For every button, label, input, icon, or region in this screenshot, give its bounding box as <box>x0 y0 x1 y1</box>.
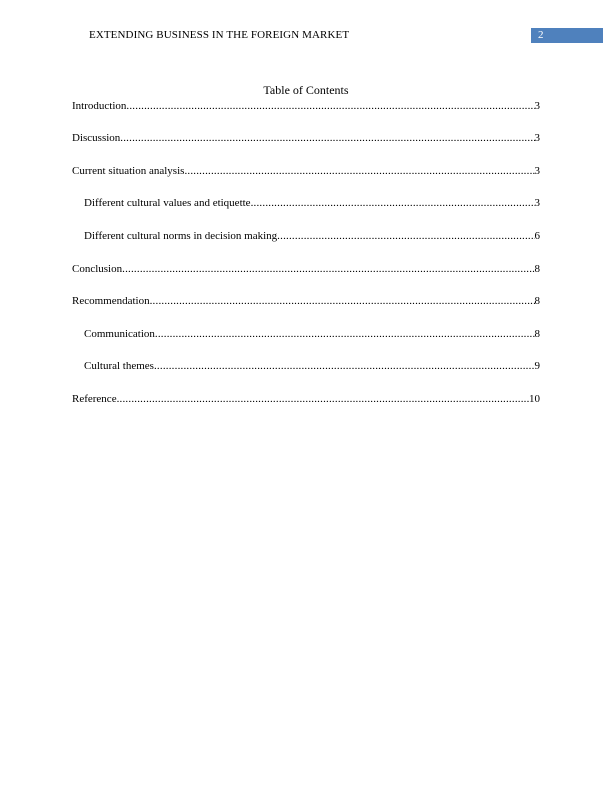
toc-entry-label: Introduction <box>72 100 127 112</box>
toc-entry-label: Cultural themes <box>84 360 154 372</box>
toc-entry-cultural-values[interactable] <box>84 196 540 211</box>
toc-entry-page: 3 <box>534 100 540 112</box>
toc-entry-page: 3 <box>534 197 540 209</box>
toc-entry-page: 6 <box>534 230 540 242</box>
toc-leader-dots <box>117 392 529 407</box>
toc-entry-label: Recommendation <box>72 295 150 307</box>
toc-leader-dots <box>154 359 535 374</box>
toc-leader-dots <box>126 99 534 114</box>
toc-entry-page: 3 <box>534 132 540 144</box>
toc-entry-label: Discussion <box>72 132 121 144</box>
toc-entry-introduction[interactable] <box>72 99 540 114</box>
toc-entry-conclusion[interactable] <box>72 262 540 277</box>
toc-leader-dots <box>122 262 534 277</box>
toc-leader-dots <box>251 196 535 211</box>
toc-leader-dots <box>120 131 534 146</box>
toc-entry-label: Different cultural values and etiquette <box>84 197 251 209</box>
toc-entry-label: Communication <box>84 328 155 340</box>
running-header-title: EXTENDING BUSINESS IN THE FOREIGN MARKET <box>89 29 350 41</box>
toc-leader-dots <box>155 327 535 342</box>
toc-entry-discussion[interactable] <box>72 131 540 146</box>
toc-entry-cultural-themes[interactable] <box>84 359 540 374</box>
toc-entry-page: 3 <box>534 165 540 177</box>
toc-entry-label: Different cultural norms in decision making <box>84 230 278 242</box>
toc-entry-recommendation[interactable] <box>72 294 540 309</box>
toc-entry-communication[interactable] <box>84 327 540 342</box>
toc-entry-label: Current situation analysis <box>72 165 185 177</box>
toc-entry-page: 10 <box>529 393 540 405</box>
toc-entry-page: 8 <box>534 328 540 340</box>
toc-entry-reference[interactable] <box>72 392 540 407</box>
toc-leader-dots <box>277 229 534 244</box>
toc-entry-current-situation-analysis[interactable] <box>72 164 540 179</box>
toc-heading: Table of Contents <box>263 83 349 97</box>
toc-entry-label: Conclusion <box>72 263 123 275</box>
toc-entry-cultural-norms[interactable] <box>84 229 540 244</box>
toc-leader-dots <box>150 294 535 309</box>
toc-entry-page: 8 <box>534 263 540 275</box>
toc-leader-dots <box>184 164 534 179</box>
page-number: 2 <box>538 29 544 41</box>
toc-entry-page: 9 <box>534 360 540 372</box>
toc-entry-label: Reference <box>72 393 117 405</box>
toc-entry-page: 8 <box>534 295 540 307</box>
page-number-badge <box>531 28 603 43</box>
